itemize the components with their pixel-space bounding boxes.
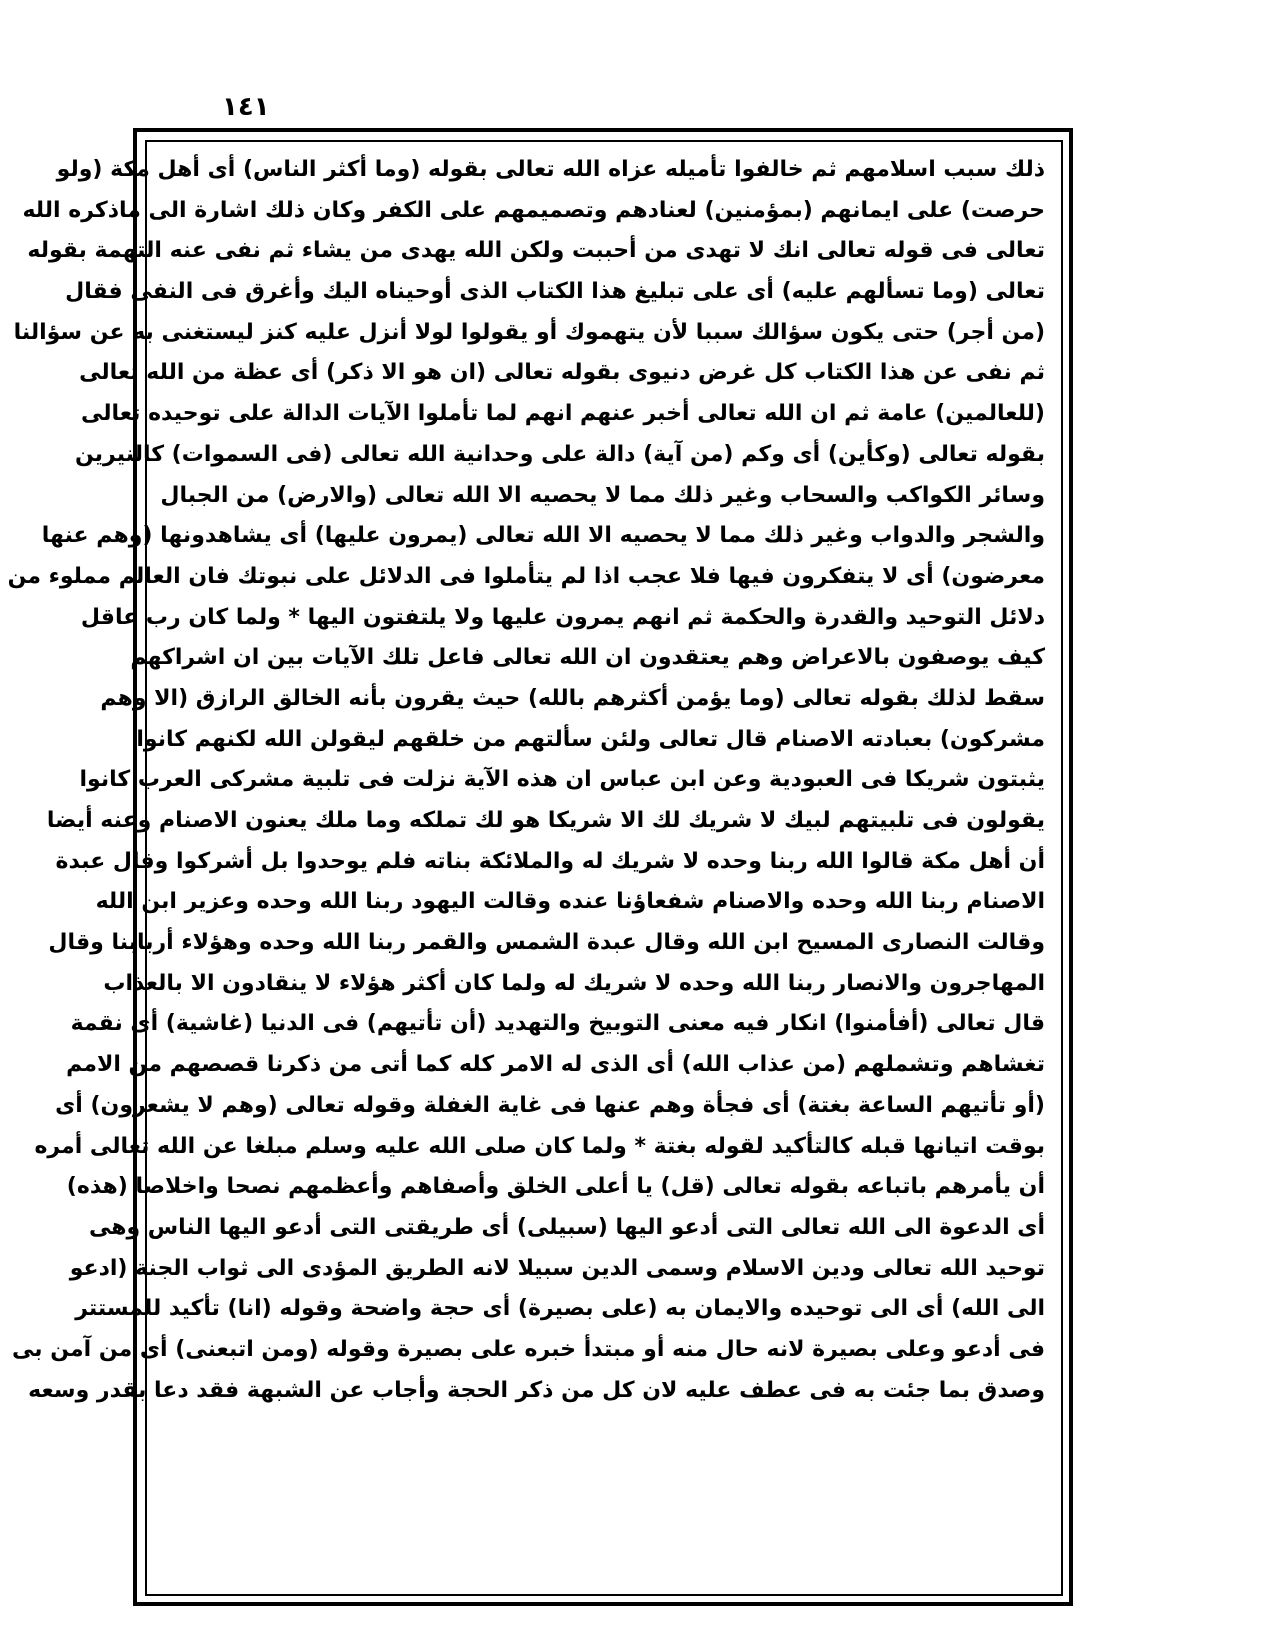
text-line: ثم نفى عن هذا الكتاب كل غرض دنيوى بقوله تعالى (ان هو الا ذكر) أى عظة من الله تعالى [79,360,1045,386]
text-line: الى الله) أى الى توحيده والايمان به (على بصيرة) أى حجة واضحة وقوله (انا) تأكيد للمستتر [75,1296,1045,1322]
text-line: وصدق بما جئت به فى عطف عليه لان كل من ذكر الحجة وأجاب عن الشبهة فقد دعا بقدر وسعه [28,1377,1045,1403]
text-line: والشجر والدواب وغير ذلك مما لا يحصيه الا الله تعالى (يمرون عليها) أى يشاهدونها (وهم عنها [41,523,1045,549]
text-line: (من أجر) حتى يكون سؤالك سببا لأن يتهموك أو يقولوا لولا أنزل عليه كنز ليستغنى به عن سؤالنا [13,319,1045,345]
text-line: وقالت النصارى المسيح ابن الله وقال عبدة الشمس والقمر ربنا الله وحده وهؤلاء أربابنا وقال [48,930,1045,956]
text-line: أن يأمرهم باتباعه بقوله تعالى (قل) يا أعلى الخلق وأصفاهم وأعظمهم نصحا واخلاصا (هذه) [66,1174,1045,1200]
text-line: (للعالمين) عامة ثم ان الله تعالى أخبر عنهم انهم لما تأملوا الآيات الدالة على توحيده تعالى [80,401,1045,427]
text-line: قال تعالى (أفأمنوا) انكار فيه معنى التوبيخ والتهديد (أن تأتيهم) فى الدنيا (غاشية) أى نقمة [70,1011,1045,1037]
text-line: بقوله تعالى (وكأين) أى وكم (من آية) دالة على وحدانية الله تعالى (فى السموات) كالنيرين [75,441,1045,467]
text-line: تعالى (وما تسألهم عليه) أى على تبليغ هذا الكتاب الذى أوحيناه اليك وأغرق فى النفى فقال [65,279,1045,305]
text-line: معرضون) أى لا يتفكرون فيها فلا عجب اذا لم يتأملوا فى الدلائل على نبوتك فان العالم مملوء من [7,563,1045,589]
text-line: يقولون فى تلبيتهم لبيك لا شريك لك الا شريكا هو لك تملكه وما ملك يعنون الاصنام وعنه أيضا [46,808,1045,833]
text-body [7,150,1045,1588]
text-line: بوقت اتيانها قبله كالتأكيد لقوله بغتة * ولما كان صلى الله عليه وسلم مبلغا عن الله تعالى أمره [34,1133,1045,1159]
text-line: سقط لذلك بقوله تعالى (وما يؤمن أكثرهم بالله) حيث يقرون بأنه الخالق الرازق (الا وهم [100,685,1045,711]
text-line: تغشاهم وتشملهم (من عذاب الله) أى الذى له الامر كله كما أتى من ذكرنا قصصهم من الامم [66,1052,1045,1078]
text-line: الاصنام ربنا الله وحده والاصنام شفعاؤنا عنده وقالت اليهود ربنا الله وحده وعزير ابن الله [95,889,1045,915]
text-line: توحيد الله تعالى ودين الاسلام وسمى الدين سبيلا لانه الطريق المؤدى الى ثواب الجنة (ادعو [69,1255,1045,1281]
text-line: حرصت) على ايمانهم (بمؤمنين) لعنادهم وتصميمهم على الكفر وكان ذلك اشارة الى ماذكره الله [22,197,1045,223]
text-line: وسائر الكواكب والسحاب وغير ذلك مما لا يحصيه الا الله تعالى (والارض) من الجبال [160,482,1045,508]
text-line: يثبتون شريكا فى العبودية وعن ابن عباس ان هذه الآية نزلت فى تلبية مشركى العرب كانوا [79,767,1045,793]
page-number: ١٤١ [222,92,270,122]
text-line: أى الدعوة الى الله تعالى التى أدعو اليها (سبيلى) أى طريقتى التى أدعو اليها الناس وهى [88,1214,1045,1240]
text-line: كيف يوصفون بالاعراض وهم يعتقدون ان الله تعالى فاعل تلك الآيات بين ان اشراكهم [130,645,1045,671]
page-frame-inner [7,140,1063,1596]
text-line: دلائل التوحيد والقدرة والحكمة ثم انهم يمرون عليها ولا يلتفتون اليها * ولما كان رب عاقل [80,604,1045,630]
text-line: أن أهل مكة قالوا الله ربنا وحده لا شريك له والملائكة بناته فلم يوحدوا بل أشركوا وقال عبدة [55,848,1045,874]
text-line: (أو تأتيهم الساعة بغتة) أى فجأة وهم عنها فى غاية الغفلة وقوله تعالى (وهم لا يشعرون) أى [55,1092,1045,1118]
text-line: المهاجرون والانصار ربنا الله وحده لا شريك له ولما كان أكثر هؤلاء لا ينقادون الا بالعذاب [103,970,1045,996]
text-line: مشركون) بعبادته الاصنام قال تعالى ولئن سألتهم من خلقهم ليقولن الله لكنهم كانوا [136,726,1045,752]
text-line: تعالى فى قوله تعالى انك لا تهدى من أحببت ولكن الله يهدى من يشاء ثم نفى عنه التهمة بقوله [27,238,1045,264]
text-line: فى أدعو وعلى بصيرة لانه حال منه أو مبتدأ خبره على بصيرة وقوله (ومن اتبعنى) أى من آمن بى [12,1336,1045,1362]
text-line: ذلك سبب اسلامهم ثم خالفوا تأميله عزاه الله تعالى بقوله (وما أكثر الناس) أى أهل مكة (ولو [56,157,1045,182]
